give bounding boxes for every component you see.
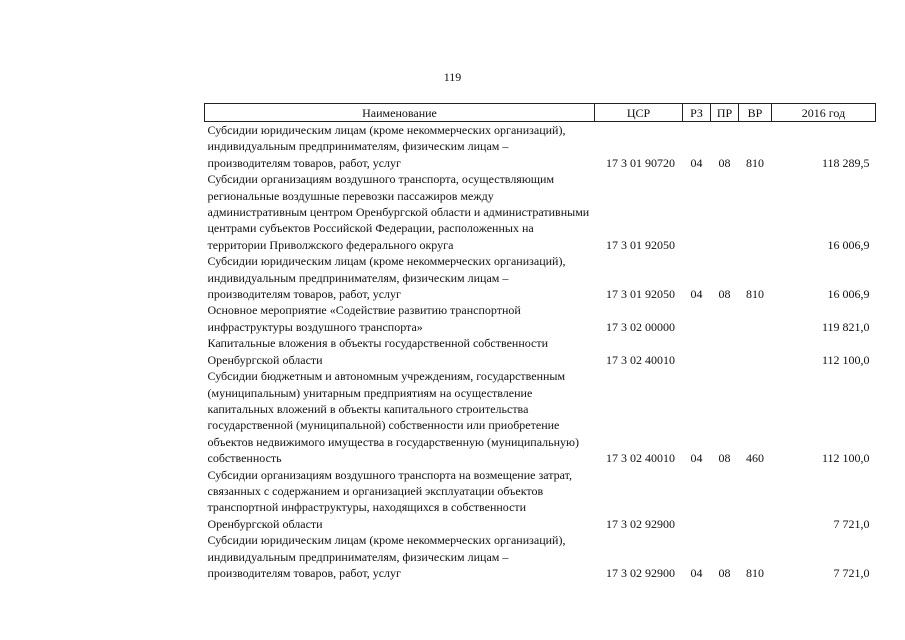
row-pr — [711, 467, 739, 533]
table-body — [205, 122, 876, 582]
row-rz — [683, 467, 711, 533]
row-csr: 17 3 02 40010 — [606, 451, 675, 466]
row-csr: 17 3 01 92050 — [606, 237, 675, 252]
table-row — [205, 302, 876, 335]
row-name: Субсидии юридическим лицам (кроме некоммерческих организаций), индивидуальным предпринимателям, физическим лицам – производителям товаров, работ, услуг — [207, 123, 566, 170]
row-name: Субсидии бюджетным и автономным учреждениям, государственным (муниципальным) унитарным предприятиям на осуществление капитальных вложений в объекты капитального строительства государственной (муниципальной) собственности или приобретение объектов недвижимого имущества в государственную (муниципальную) собственность — [207, 369, 579, 466]
row-pr — [711, 302, 739, 335]
row-vr — [739, 467, 772, 533]
row-rz: 04 — [690, 155, 703, 170]
row-vr: 460 — [746, 451, 764, 466]
row-pr: 08 — [718, 565, 731, 580]
row-vr: 810 — [746, 155, 764, 170]
row-csr: 17 3 02 92900 — [606, 516, 675, 531]
header-pr: ПР — [711, 104, 739, 122]
row-vr: 810 — [746, 565, 764, 580]
budget-table — [204, 103, 876, 581]
header-name: Наименование — [205, 104, 595, 122]
row-csr: 17 3 02 40010 — [606, 352, 675, 367]
table-row — [205, 532, 876, 581]
table-row — [205, 335, 876, 368]
row-vr — [739, 171, 772, 253]
row-csr: 17 3 01 92050 — [606, 287, 675, 302]
row-pr: 08 — [718, 287, 731, 302]
row-csr: 17 3 01 90720 — [606, 155, 675, 170]
row-amount: 16 006,9 — [827, 237, 870, 252]
row-vr — [739, 335, 772, 368]
row-pr — [711, 335, 739, 368]
row-name: Субсидии организациям воздушного транспорта, осуществляющим региональные воздушные перевозки пассажиров между административным центром Оренбургской области и административными центрами субъектов Российской Федерации, расположенных на территории Приволжского федерального округа — [207, 172, 590, 252]
row-name: Субсидии юридическим лицам (кроме некоммерческих организаций), индивидуальным предпринимателям, физическим лицам – производителям товаров, работ, услуг — [207, 254, 566, 302]
row-pr — [711, 171, 739, 253]
row-name: Основное мероприятие «Содействие развитию транспортной инфраструктуры воздушного транспорта» — [207, 303, 521, 334]
row-rz: 04 — [690, 565, 703, 580]
table-row — [205, 171, 876, 253]
row-vr: 810 — [746, 287, 764, 302]
row-pr: 08 — [718, 155, 731, 170]
row-amount: 118 289,5 — [821, 155, 870, 170]
page-number: 119 — [443, 70, 462, 84]
table-row — [205, 467, 876, 533]
row-rz — [683, 335, 711, 368]
table-header — [205, 104, 876, 122]
row-rz: 04 — [690, 287, 703, 302]
row-vr — [739, 302, 772, 335]
row-amount: 16 006,9 — [827, 287, 870, 302]
row-amount: 119 821,0 — [821, 319, 870, 334]
row-amount: 7 721,0 — [833, 565, 870, 580]
row-rz: 04 — [690, 451, 703, 466]
row-rz — [683, 302, 711, 335]
table-row — [205, 368, 876, 466]
header-rz: РЗ — [683, 104, 711, 122]
row-csr: 17 3 02 00000 — [606, 319, 675, 334]
row-name: Субсидии организациям воздушного транспорта на возмещение затрат, связанных с содержанием и организацией эксплуатации объектов транспортной инфраструктуры, находящихся в собственности Оренбургской области — [207, 467, 572, 531]
table-row — [205, 253, 876, 302]
row-csr: 17 3 02 92900 — [606, 565, 675, 580]
row-rz — [683, 171, 711, 253]
row-amount: 112 100,0 — [821, 451, 870, 466]
header-vr: ВР — [739, 104, 772, 122]
row-amount: 112 100,0 — [821, 352, 870, 367]
header-csr: ЦСР — [595, 104, 683, 122]
row-name: Субсидии юридическим лицам (кроме некоммерческих организаций), индивидуальным предпринимателям, физическим лицам – производителям товаров, работ, услуг — [207, 533, 566, 580]
row-pr: 08 — [718, 451, 731, 466]
row-name: Капитальные вложения в объекты государственной собственности Оренбургской области — [207, 336, 549, 367]
row-amount: 7 721,0 — [833, 516, 870, 531]
table-row — [205, 122, 876, 172]
header-year: 2016 год — [772, 104, 876, 122]
